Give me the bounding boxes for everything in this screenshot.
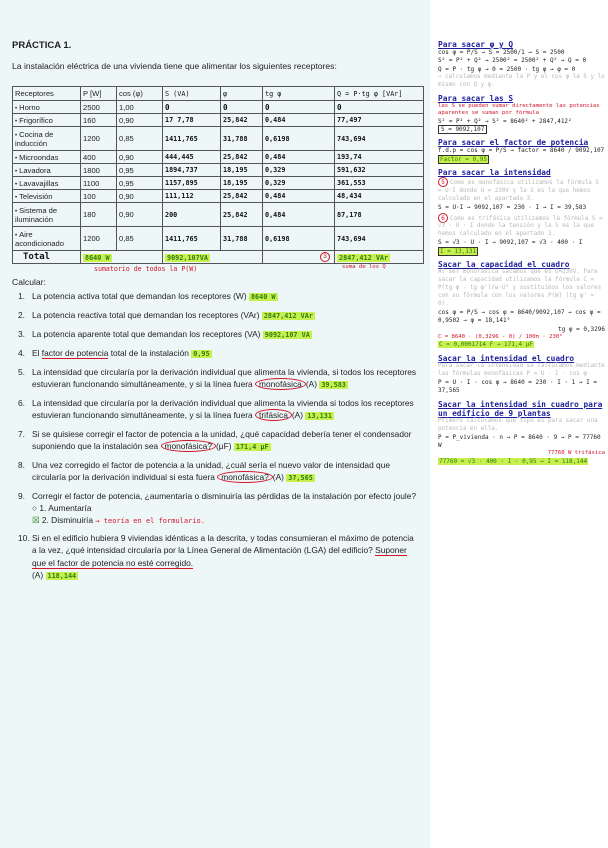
list-item: 1. La potencia activa total que demandan los receptores (W) 8640 W [18,291,276,302]
row-p: 1800 [81,164,117,177]
row-q: 0 [335,101,424,114]
row-s: 111,112 [163,190,221,203]
row-tg: 0,484 [263,151,335,164]
answer-2: 2847,412 VAr [263,312,313,321]
row-q: 87,178 [335,203,424,227]
row-cos: 0,90 [117,203,163,227]
notes-heading-edificio: Sacar la intensidad sin cuadro para un edificio de 9 plantas [438,399,603,418]
row-name: Sistema de iluminación [15,205,58,224]
row-name: Lavavajillas [19,178,59,188]
row-s: 200 [163,203,221,227]
note-line: S² = P² + Q² → 2500² = 2500² + Q² → Q = 0 [438,57,587,65]
row-cos: 0,90 [117,190,163,203]
table-row: • Lavavajillas 1100 0,95 1157,895 18,195 0,329 361,553 [13,177,424,190]
col-header-q: Q = P·tg φ [VAr] [335,87,424,101]
row-cos: 0,85 [117,127,163,151]
row-s: 1894,737 [163,164,221,177]
row-p: 1200 [81,227,117,251]
total-row [13,251,424,264]
list-item: 3. La potencia aparente total que demandan los receptores (VA) 9092,107 VA [18,328,310,339]
row-q: 193,74 [335,151,424,164]
col-header-tg: tg φ [263,87,335,101]
list-item: 9. Corregir el factor de potencia, ¿aumentaría o disminuiría las pérdidas de la instalación por efecto joule? ○ 1. Aumentaría ☒ 2. Disminuiría → teoría en el formulario. [18,490,417,526]
annot-suma-q: suma de los Q [342,264,386,271]
notes-heading-s: Para sacar las S [438,94,514,104]
row-tg: 0,329 [263,164,335,177]
answer-1: 8640 W [250,293,276,302]
note-formula: S² = P² + Q² → S² = 8640² + 2847,412² [438,117,572,125]
row-p: 400 [81,151,117,164]
row-s: 17 7,78 [163,114,221,127]
practice-title: PRÁCTICA 1. [12,40,72,51]
row-q: 361,553 [335,177,424,190]
circled-6-icon: 6 [438,213,448,223]
note-result: C = 0,0001714 F → 171,4 μF [439,341,533,349]
list-item: 7. Si se quisiese corregir el factor de potencia a la unidad, ¿qué capacidad debería tener el condensador suponiendo que la instalación sea monofásica? (μF) 171,4 μF [18,428,412,451]
circled-3-icon: 3 [320,252,330,262]
table-row: • Televisión 100 0,90 111,112 25,842 0,484 48,434 [13,190,424,203]
note-formula: cos φ = P/S → cos φ = 8640/9092,107 → cos φ = 0,9502 → φ = 18,141° [438,309,601,325]
row-cos: 0,90 [117,114,163,127]
oval-trifasica: trifásica [255,409,292,421]
circled-5-icon: 5 [438,177,448,187]
note-text: Para sacar la intensidad se calculamos mediante las fórmulas monofásicas P = U · I · cos φ [438,362,605,377]
row-cos: 0,85 [117,227,163,251]
note-formula: C = 8640 · (0,3296 - 0) / 100π · 230² [438,334,563,341]
row-name: Horno [19,102,40,112]
row-p: 180 [81,203,117,227]
answer-3: 9092,107 VA [264,330,310,339]
row-name: Televisión [19,191,53,201]
answer-8: 37,565 [288,473,313,482]
row-tg: 0,484 [263,203,335,227]
table-row: • Cocina de inducción 1200 0,85 1411,765 31,788 0,6198 743,694 [13,127,424,151]
note-formula: tg φ = 0,3296 [558,325,605,333]
list-item: 5. La intensidad que circularía por la derivación individual que alimenta la vivienda, si todos los receptores estuvieran funcionando simultáneamente, y si la línea fuera monofásica (A) 39,583 [18,366,417,389]
row-phi: 18,195 [221,164,263,177]
answer-5: 39,583 [321,380,346,389]
row-q: 77,497 [335,114,424,127]
row-cos: 1,00 [117,101,163,114]
row-p: 100 [81,190,117,203]
col-header-phi: φ [221,87,263,101]
notes-heading-phi-q: Para sacar φ y Q [438,40,514,49]
table-row: • Lavadora 1800 0,95 1894,737 18,195 0,329 591,632 [13,164,424,177]
note-red: las S se pueden sumar directamente las potencias aparentes se suman por fórmula [438,103,600,117]
answer-4: 0,95 [193,349,210,358]
annot-sumatorio: sumatorio de todos la P(W) [94,265,198,274]
answer-10: 118,144 [47,571,77,580]
row-name: Cocina de inducción [15,129,54,148]
table-row: • Aire acondicionado 1200 0,85 1411,765 31,788 0,6198 743,694 [13,227,424,251]
row-s: 0 [163,101,221,114]
col-header-p: P [W] [81,87,117,101]
note-result: I = 13,131 [440,247,477,255]
row-tg: 0,484 [263,190,335,203]
total-label: Total [13,251,81,264]
row-s: 1411,765 [163,127,221,151]
oval-monofasica: monofásica? [217,471,273,483]
note-red: 77760 W trifásica [547,450,605,457]
note-formula: f.d.p = cos φ = P/S → factor = 8640 / 9092,107 [438,147,605,155]
col-header-receptores: Receptores [13,87,81,101]
intro-text: La instalación eléctrica de una vivienda tiene que alimentar los siguientes receptores: [12,61,337,71]
note-text: Primero calculamos que tipo es para sacar una potencia en ella. [438,417,598,432]
row-q: 591,632 [335,164,424,177]
row-phi: 18,195 [221,177,263,190]
row-phi: 25,842 [221,203,263,227]
row-cos: 0,90 [117,151,163,164]
notes-heading-capacidad: Sacar la capacidad el cuadro [438,260,570,270]
row-tg: 0,329 [263,177,335,190]
table-row: • Microondas 400 0,90 444,445 25,842 0,484 193,74 [13,151,424,164]
row-q: 743,694 [335,227,424,251]
row-name: Lavadora [19,165,51,175]
row-q: 743,694 [335,127,424,151]
row-cos: 0,95 [117,177,163,190]
total-p-value: 8640 W [85,253,110,262]
row-tg: 0,6198 [263,227,335,251]
row-phi: 25,842 [221,114,263,127]
row-s: 1411,765 [163,227,221,251]
table-annotations [12,264,418,274]
note-line: cos φ = P/S → S = 2500/1 → S = 2500 [438,49,565,56]
row-phi: 31,788 [221,227,263,251]
oval-monofasica: monofásica [255,378,306,390]
row-p: 1200 [81,127,117,151]
notes-heading-fdp: Para sacar el factor de potencia [438,138,589,148]
row-phi: 25,842 [221,190,263,203]
receptors-table [12,86,424,264]
note-text: Al ser monofásica sacamos que es U=230V. Para sacar la capacidad utilizamos la fórmula C = P(tg φ - tg φ')/ω·U² y sustituimos los valores con su fórmula con los valores P(W) (tg φ' = 0). [438,269,602,308]
answer-7: 171,4 μF [235,442,269,451]
note-formula: S = U·I → 9092,107 = 230 · I → I = 39,583 [438,204,587,212]
row-cos: 0,95 [117,164,163,177]
row-tg: 0 [263,101,335,114]
note-formula: P = P_vivienda · n → P = 8640 · 9 → P = 77760 W [438,433,601,449]
list-item: 4. El factor de potencia total de la instalación 0,95 [18,347,210,358]
row-name: Aire acondicionado [15,229,64,248]
total-s-value: 9092,107VA [167,253,208,262]
handwritten-notes: Para sacar φ y Q cos φ = P/S → S = 2500/1 → S = 2500 S² = P² + Q² → 2500² = 2500² + Q² → Q = 0 Q = P · tg φ → 0 = 2500 · tg φ → φ = 0 → calculamos mediante la P y el cos φ la S y lo mismo con Q y φ. Para sacar las S las S se pueden sumar directamente las potencias aparentes se suman por fórmula S² = P² + Q² → S² = 8640² + 2847,412² S = 9092,107 Para sacar el factor de potencia f.d.p = cos φ = P/S → factor = 8640 / 9092,107 Factor = 0,95 Para sacar la intensidad 5 Como es monofásica utilizamos la fórmula S = U·I donde U = 230V y la S es la que hemos calculado en el apartado 3. S = U·I → 9092,107 = 230 · I → I = 39,583 6 Como es trifásica utilizamos la fórmula S = √3 · U · I donde la tensión y la S es la que hemos calculado en el apartado 3. S = √3 · U · I → 9092,107 = √3 · 400 · I I = 13,131 Sacar la capacidad el cuadro Al ser monofásica sacamos que es U=230V. Para sacar la capacidad utilizamos la fórmula C = P(tg φ - tg φ')/ω·U² y sustituimos los valores con su fórmula con los valores P(W) (tg φ' = 0). cos φ = P/S → cos φ = 8640/9092,107 → cos φ = 0,9502 → φ = 18,141° tg φ = 0,3296 C = 8640 · (0,3296 - 0) / 100π · 230² C = 0,0001714 F → 171,4 μF Sacar la intensidad el cuadro Para sacar la intensidad se calculamos mediante las fórmulas monofásicas P = U · I · cos φ P = U · I · cos φ → 8640 = 230 · I · 1 → I = 37,565 Sacar la intensidad sin cuadro para un edificio de 9 plantas Primero calculamos que tipo es para sacar una potencia en ella. P = P_vivienda · n → P = 8640 · 9 → P = 77760 W 77760 W trifásica 77760 = √3 · 400 · I · 0,95 → I = 118,144 [432,0,608,848]
list-item: 10. Si en el edificio hubiera 9 viviendas idénticas a la descrita, y todas consumieran el máximo de potencia a la vez, ¿qué intensidad circularía por la Línea General de Alimentación (LGA) del edificio? Suponer que el factor de potencia no esté corregido. (A) 118,144 [18,533,414,580]
row-s: 444,445 [163,151,221,164]
table-row: • Horno 2500 1,00 0 0 0 0 [13,101,424,114]
questions-list [12,290,418,581]
answer-6: 13,131 [307,411,332,420]
row-p: 2500 [81,101,117,114]
list-item: 6. La intensidad que circularía por la derivación individual que alimenta la vivienda si todos los receptores estuvieran funcionando simultáneamente, y si la línea fuera trifásica (A) 13,131 [18,397,414,420]
total-q-value: 2847,412 VAr [339,253,389,262]
option-disminuiria[interactable]: ☒ 2. Disminuiría → teoría en el formulario. [32,515,205,526]
note-formula: P = U · I · cos φ → 8640 = 230 · I · 1 → I = 37,565 [438,378,597,395]
option-aumentaria[interactable]: ○ 1. Aumentaría [32,502,92,513]
oval-monofasica: monofásica? [161,440,217,452]
row-tg: 0,484 [263,114,335,127]
row-s: 1157,895 [163,177,221,190]
row-p: 160 [81,114,117,127]
note-result: Factor = 0,95 [440,155,487,163]
row-name: Microondas [19,152,59,162]
table-row: • Sistema de iluminación 180 0,90 200 25,842 0,484 87,178 [13,203,424,227]
notes-heading-intensidad: Para sacar la intensidad [438,168,551,178]
row-p: 1100 [81,177,117,190]
list-item: 8. Una vez corregido el factor de potencia a la unidad, ¿cuál sería el nuevo valor de intensidad que circularía por la derivación individual si esta fuera monofásica? (A) 37,565 [18,459,391,482]
note-result: 77760 = √3 · 400 · I · 0,95 → I = 118,144 [439,457,588,465]
calcular-label: Calcular: [12,277,46,288]
list-item: 2. La potencia reactiva total que demandan los receptores (VAr) 2847,412 VAr [18,310,313,321]
col-header-cos: cos (φ) [117,87,163,101]
note-line: Q = P · tg φ → 0 = 2500 · tg φ → φ = 0 [438,65,576,73]
row-phi: 25,842 [221,151,263,164]
notes-heading-intensidad-cuadro: Sacar la intensidad el cuadro [438,353,575,363]
row-phi: 0 [221,101,263,114]
row-q: 48,434 [335,190,424,203]
row-phi: 31,788 [221,127,263,151]
row-tg: 0,6198 [263,127,335,151]
note-formula: S = √3 · U · I → 9092,107 = √3 · 400 · I [438,239,583,247]
table-row: • Frigorífico 160 0,90 17 7,78 25,842 0,484 77,497 [13,114,424,127]
table-header-row [13,87,424,101]
note-result: S = 9092,107 [438,125,487,134]
row-name: Frigorífico [19,115,53,125]
col-header-s: S (VA) [163,87,221,101]
note-line: → calculamos mediante la P y el cos φ la S y lo mismo con Q y φ. [438,74,605,89]
